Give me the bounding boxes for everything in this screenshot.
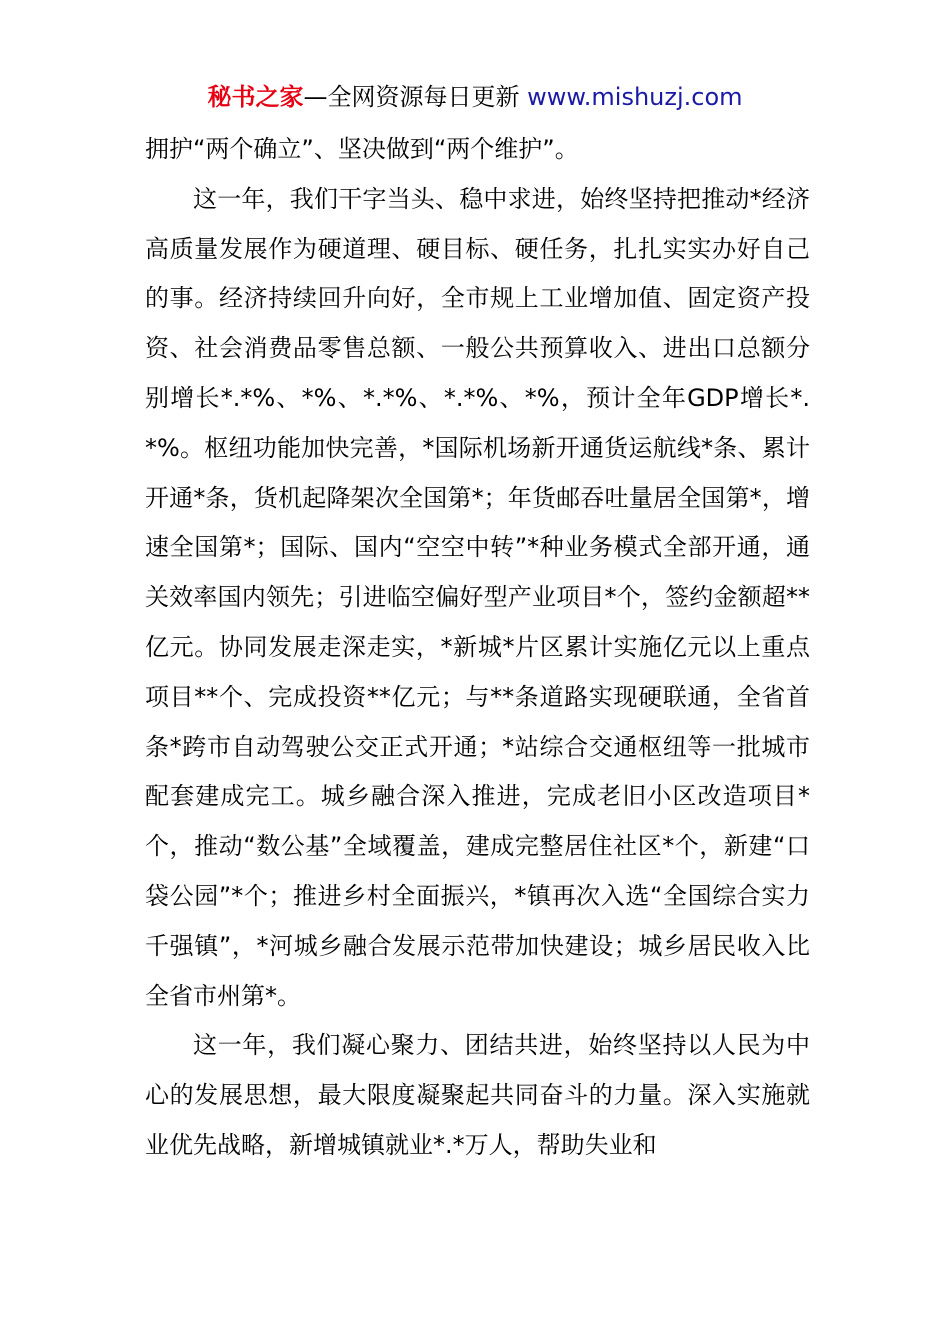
document-body — [145, 125, 810, 1171]
site-url[interactable]: www.mishuzj.com — [527, 83, 743, 111]
paragraph-economy: 这一年，我们干字当头、稳中求进，始终坚持把推动*经济高质量发展作为硬道理、硬目标、硬任务，扎扎实实办好自己的事。经济持续回升向好，全市规上工业增加值、固定资产投资、社会消费品零售总额、一般公共预算收入、进出口总额分别增长*.*%、*%、*.*%、*.*%、*%，预计全年GDP增长*.*%。枢纽功能加快完善，*国际机场新开通货运航线*条、累计开通*条，货机起降架次全国第*；年货邮吞吐量居全国第*，增速全国第*；国际、国内“空空中转”*种业务模式全部开通，通关效率国内领先；引进临空偏好型产业项目*个，签约金额超**亿元。协同发展走深走实，*新城*片区累计实施亿元以上重点项目**个、完成投资**亿元；与**条道路实现硬联通，全省首条*跨市自动驾驶公交正式开通；*站综合交通枢纽等一批城市配套建成完工。城乡融合深入推进，完成老旧小区改造项目*个，推动“数公基”全域覆盖，建成完整居住社区*个，新建“口袋公园”*个；推进乡村全面振兴，*镇再次入选“全国综合实力千强镇”，*河城乡融合发展示范带加快建设；城乡居民收入比全省市州第*。 — [145, 184, 810, 1010]
site-tagline: —全网资源每日更新 — [303, 83, 528, 111]
site-header — [0, 80, 950, 114]
site-brand: 秘书之家 — [207, 83, 304, 111]
paragraph-people: 这一年，我们凝心聚力、团结共进，始终坚持以人民为中心的发展思想，最大限度凝聚起共同奋斗的力量。深入实施就业优先战略，新增城镇就业*.*万人，帮助失业和 — [145, 1031, 810, 1159]
paragraph-continuation: 拥护“两个确立”、坚决做到“两个维护”。 — [145, 135, 579, 163]
